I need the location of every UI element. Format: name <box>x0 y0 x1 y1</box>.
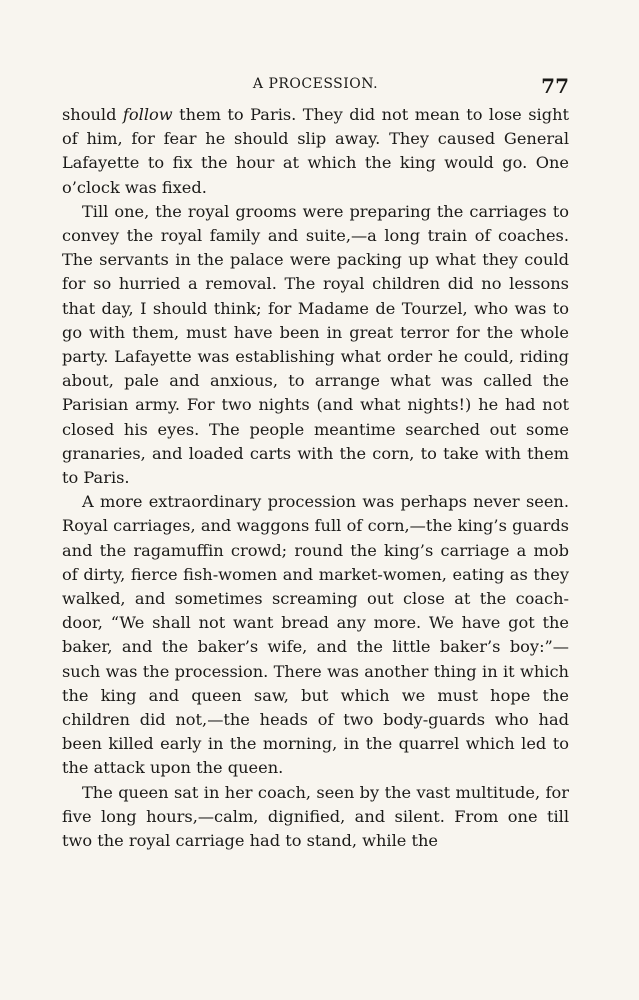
page-number: 77 <box>541 74 569 98</box>
paragraph-3: A more extraordinary procession was perhaps never seen. Royal carriages, and waggons full of corn,—the king’s guards and the ragamuffin crowd; round the king’s carriage a mob of dirty, fierce fish-women and market-women, eating as they walked, and sometimes screaming out close at the coach-door, “We shall not want bread any more. We have got the baker, and the baker’s wife, and the little baker’s boy:”—such was the procession. There was another thing in it which the king and queen saw, but which we must hope the children did not,—the heads of two body-guards who had been killed early in the morning, in the quarrel which led to the attack upon the queen. <box>62 492 569 778</box>
paragraph-1-lead: should <box>62 105 123 124</box>
paragraph-1-text: them to Paris. They did not mean to lose sight of him, for fear he should slip away. They caused General Lafayette to fix the hour at which the king would go. One o’clock was fixed. <box>62 105 569 197</box>
body-text <box>62 103 569 853</box>
running-head <box>62 74 569 100</box>
emphasized-word: follow <box>122 105 173 124</box>
section-title: A PROCESSION. <box>252 76 379 92</box>
paragraph-1 <box>62 103 569 200</box>
paragraph-2: Till one, the royal grooms were preparing the carriages to convey the royal family and suite,—a long train of coaches. The servants in the palace were packing up what they could for so hurried a removal. The royal children did no lessons that day, I should think; for Madame de Tourzel, who was to go with them, must have been in great terror for the whole party. Lafayette was establishing what order he could, riding about, pale and anxious, to arrange what was called the Parisian army. For two nights (and what nights!) he had not closed his eyes. The people meantime searched out some granaries, and loaded carts with the corn, to take with them to Paris. <box>62 201 569 488</box>
paragraph-4: The queen sat in her coach, seen by the vast multitude, for five long hours,—calm, dignified, and silent. From one till two the royal carriage had to stand, while the <box>62 782 569 851</box>
